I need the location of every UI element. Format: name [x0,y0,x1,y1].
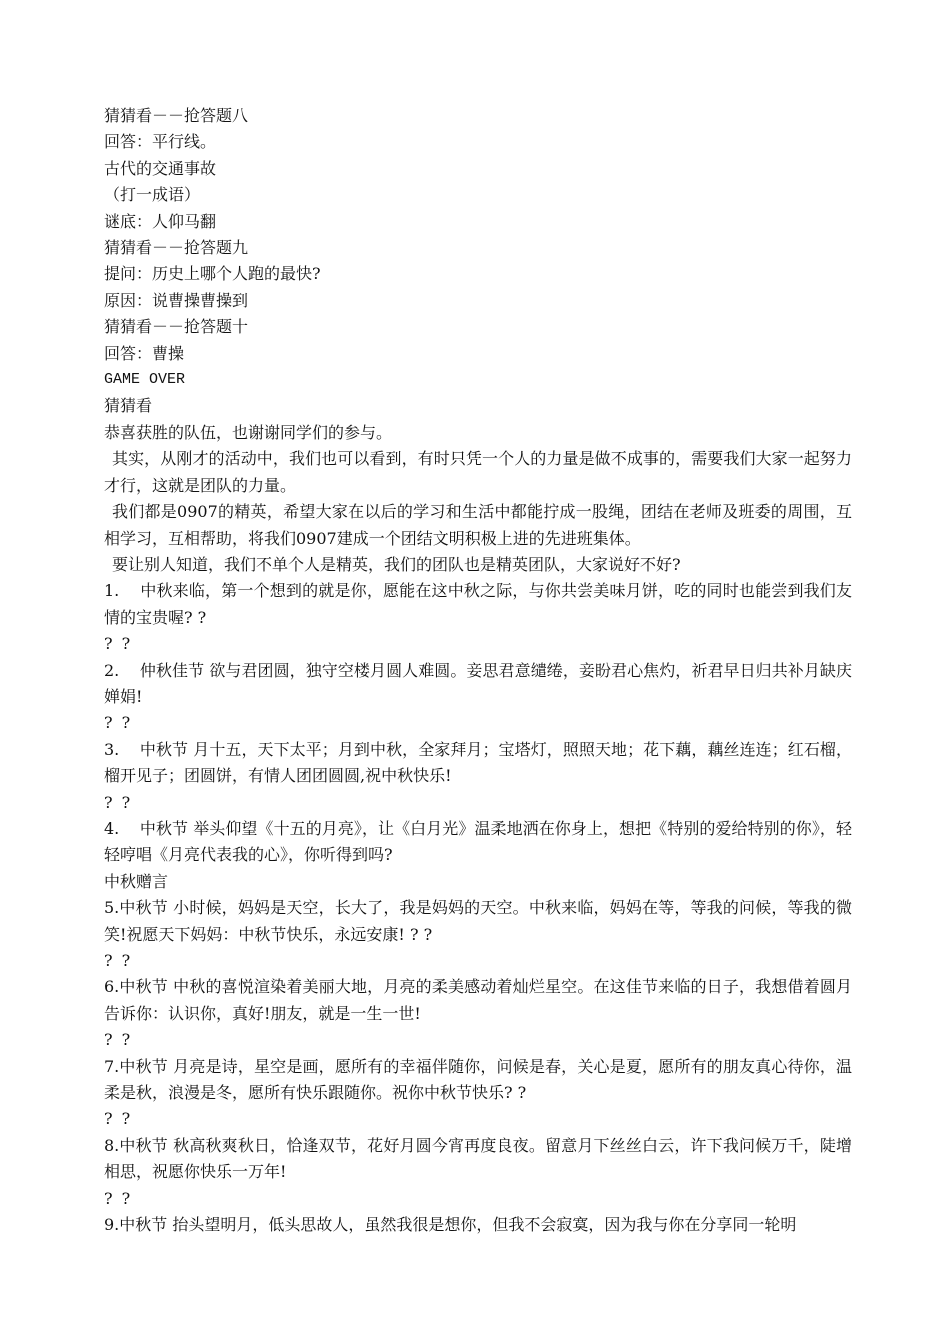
wish-item: 7.中秋节 月亮是诗，星空是画，愿所有的幸福伴随你，问候是春，关心是夏，愿所有的朋友真心待你，温柔是秋，浪漫是冬，愿所有快乐跟随你。祝你中秋节快乐? ? [104,1056,852,1103]
body-paragraph: 要让别人知道，我们不单个人是精英，我们的团队也是精英团队，大家说好不好? [112,554,681,574]
wish-item: 8.中秋节 秋高秋爽秋日，恰逢双节，花好月圆今宵再度良夜。留意月下丝丝白云，许下我问候万千，陡增相思，祝愿你快乐一万年! [104,1135,852,1182]
wish-item: 3. 中秋节 月十五，天下太平；月到中秋，全家拜月；宝塔灯，照照天地；花下藕，藕丝连连；红石榴，榴开见子；团圆饼，有情人团团圆圆,祝中秋快乐! [104,739,852,786]
text-line: 提问：历史上哪个人跑的最快? [104,264,321,284]
text-line: 回答：曹操 [104,343,185,363]
text-line: GAME OVER [104,371,186,389]
text-line: 谜底：人仰马翻 [104,211,217,231]
text-line: 恭喜获胜的队伍，也谢谢同学们的参与。 [104,422,393,442]
separator-marks: ? ? [104,1188,133,1208]
separator-marks: ? ? [104,1109,133,1129]
text-line: （打一成语） [104,185,201,205]
wish-item: 9.中秋节 抬头望明月，低头思故人，虽然我很是想你，但我不会寂寞，因为我与你在分享同一轮明 [104,1215,797,1235]
separator-marks: ? ? [104,792,133,812]
text-line: 回答：平行线。 [104,132,217,152]
wish-item: 6.中秋节 中秋的喜悦渲染着美丽大地，月亮的柔美感动着灿烂星空。在这佳节来临的日子，我想借着圆月告诉你：认识你，真好!朋友，就是一生一世! [104,977,852,1023]
wish-item: 2. 仲秋佳节 欲与君团圆，独守空楼月圆人难圆。妾思君意缱绻，妾盼君心焦灼，祈君早日归共补月缺庆婵娟! [104,660,852,706]
separator-marks: ? ? [104,634,133,654]
text-line: 原因：说曹操曹操到 [104,290,249,310]
section-heading: 中秋赠言 [104,871,169,891]
separator-marks: ? ? [104,951,133,970]
body-paragraph: 我们都是0907的精英，希望大家在以后的学习和生活中都能拧成一股绳，团结在老师及班委的周围，互相学习，互相帮助，将我们0907建成一个团结文明积极上进的先进班集体。 [104,502,852,548]
text-line: 猜猜看 [104,396,153,416]
separator-marks: ? ? [104,1030,133,1050]
separator-marks: ? ? [104,713,133,733]
body-paragraph: 其实，从刚才的活动中，我们也可以看到，有时只凭一个人的力量是做不成事的，需要我们大家一起努力才行，这就是团队的力量。 [104,449,852,495]
wish-item: 1. 中秋来临，第一个想到的就是你，愿能在这中秋之际，与你共尝美味月饼，吃的同时也能尝到我们友情的宝贵喔? ? [104,581,852,627]
text-line: 猜猜看－－抢答题九 [104,238,249,258]
document-page [104,103,852,1238]
text-line: 猜猜看－－抢答题八 [104,106,249,125]
wish-item: 5.中秋节 小时候，妈妈是天空，长大了，我是妈妈的天空。中秋来临，妈妈在等，等我的问候，等我的微笑!祝愿天下妈妈：中秋节快乐，永远安康! ? ? [104,898,852,944]
text-line: 古代的交通事故 [104,158,217,178]
wish-item: 4. 中秋节 举头仰望《十五的月亮》，让《白月光》温柔地洒在你身上，想把《特别的爱给特别的你》，轻轻哼唱《月亮代表我的心》，你听得到吗? [104,818,852,865]
text-line: 猜猜看－－抢答题十 [104,317,249,337]
